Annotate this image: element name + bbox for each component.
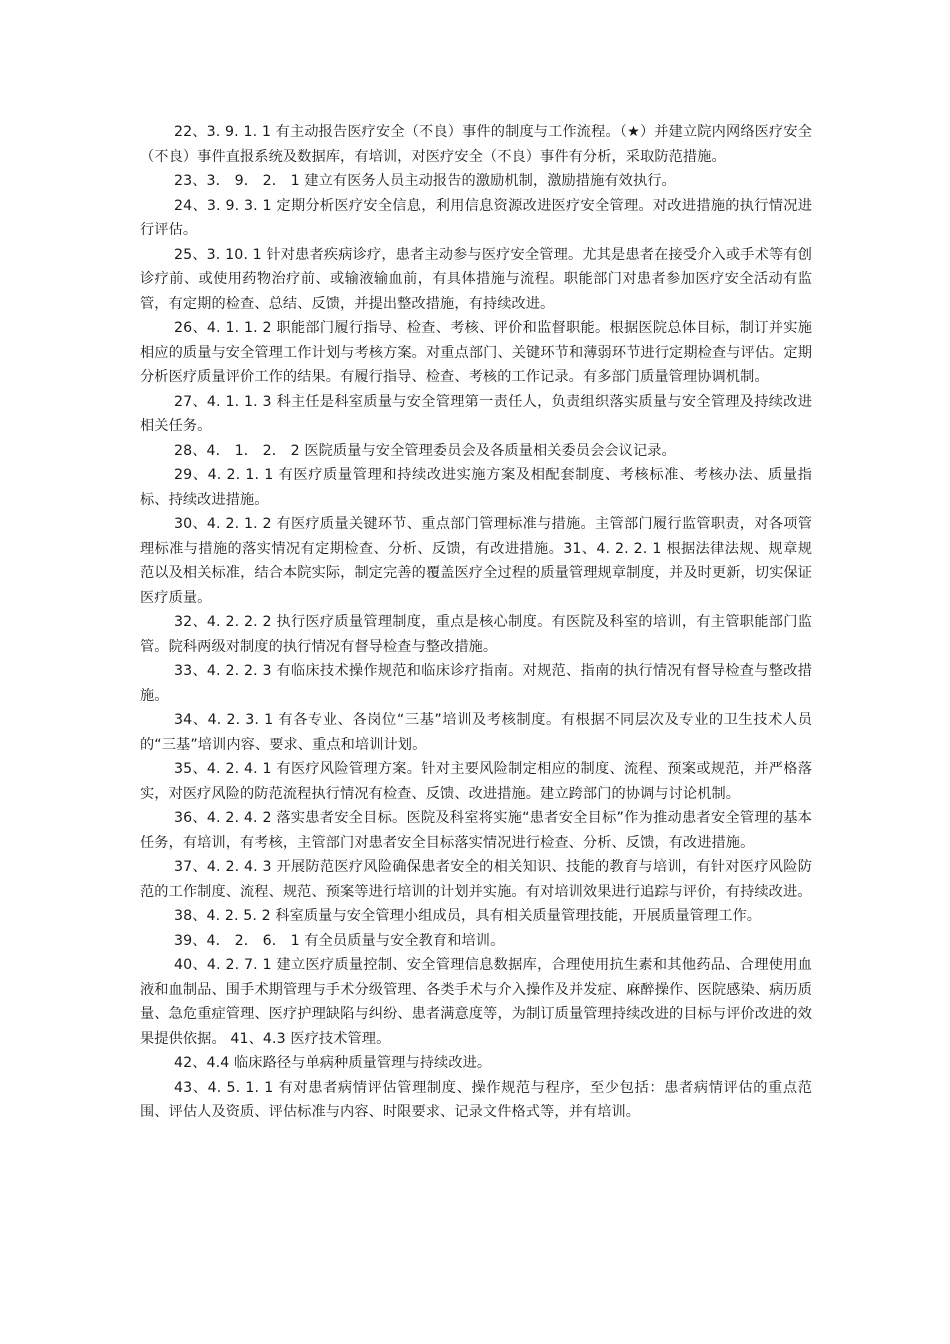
paragraph-item-27: 27、4. 1. 1. 3 科主任是科室质量与安全管理第一责任人，负责组织落实质量与安全管理及持续改进相关任务。	[140, 393, 812, 434]
paragraph-item-22: 22、3. 9. 1. 1 有主动报告医疗安全（不良）事件的制度与工作流程。（★）并建立院内网络医疗安全（不良）事件直报系统及数据库，有培训，对医疗安全（不良）事件有分析，采取防范措施。	[140, 124, 812, 165]
paragraph-item-26: 26、4. 1. 1. 2 职能部门履行指导、检查、考核、评价和监督职能。根据医院总体目标，制订并实施相应的质量与安全管理工作计划与考核方案。对重点部门、关键环节和薄弱环节进行定期检查与评估。定期分析医疗质量评价工作的结果。有履行指导、检查、考核的工作记录。有多部门质量管理协调机制。	[140, 320, 812, 385]
paragraph-item-25: 25、3. 10. 1 针对患者疾病诊疗，患者主动参与医疗安全管理。尤其是患者在接受介入或手术等有创诊疗前、或使用药物治疗前、或输液输血前，有具体措施与流程。职能部门对患者参加医疗安全活动有监管，有定期的检查、总结、反馈，并提出整改措施，有持续改进。	[140, 246, 812, 312]
paragraph-item-38: 38、4. 2. 5. 2 科室质量与安全管理小组成员，具有相关质量管理技能，开展质量管理工作。	[174, 908, 762, 924]
paragraph-item-36: 36、4. 2. 4. 2 落实患者安全目标。医院及科室将实施“患者安全目标”作为推动患者安全管理的基本任务，有培训，有考核，主管部门对患者安全目标落实情况进行检查、分析、反馈，有改进措施。	[140, 810, 812, 851]
paragraph-item-28: 28、4． 1． 2． 2 医院质量与安全管理委员会及各质量相关委员会会议记录。	[174, 442, 676, 459]
paragraph-item-34: 34、4. 2. 3. 1 有各专业、各岗位“三基”培训及考核制度。有根据不同层次及专业的卫生技术人员的“三基”培训内容、要求、重点和培训计划。	[140, 712, 812, 753]
document-body	[140, 120, 812, 1125]
paragraph-item-23: 23、3． 9． 2． 1 建立有医务人员主动报告的激励机制，激励措施有效执行。	[174, 173, 676, 189]
paragraph-item-43: 43、4. 5. 1. 1 有对患者病情评估管理制度、操作规范与程序，至少包括：患者病情评估的重点范围、评估人及资质、评估标准与内容、时限要求、记录文件格式等，并有培训。	[140, 1079, 812, 1120]
paragraph-item-39: 39、4． 2． 6． 1 有全员质量与安全教育和培训。	[174, 932, 505, 949]
paragraph-item-33: 33、4. 2. 2. 3 有临床技术操作规范和临床诊疗指南。对规范、指南的执行情况有督导检查与整改措施。	[140, 663, 812, 704]
paragraph-item-42: 42、4.4 临床路径与单病种质量管理与持续改进。	[174, 1055, 492, 1071]
paragraph-item-30-31: 30、4. 2. 1. 2 有医疗质量关键环节、重点部门管理标准与措施。主管部门履行监管职责，对各项管理标准与措施的落实情况有定期检查、分析、反馈，有改进措施。31、4. 2. 2. 1 根据法律法规、规章规范以及相关标准，结合本院实际，制定完善的覆盖医疗全过程的质量管理规章制度，并及时更新，切实保证医疗质量。	[140, 516, 812, 606]
paragraph-item-35: 35、4. 2. 4. 1 有医疗风险管理方案。针对主要风险制定相应的制度、流程、预案或规范，并严格落实，对医疗风险的防范流程执行情况有检查、反馈、改进措施。建立跨部门的协调与讨论机制。	[140, 761, 812, 802]
paragraph-item-37: 37、4. 2. 4. 3 开展防范医疗风险确保患者安全的相关知识、技能的教育与培训，有针对医疗风险防范的工作制度、流程、规范、预案等进行培训的计划并实施。有对培训效果进行追踪与评价，有持续改进。	[140, 859, 812, 900]
paragraph-item-24: 24、3. 9. 3. 1 定期分析医疗安全信息，利用信息资源改进医疗安全管理。对改进措施的执行情况进行评估。	[140, 197, 812, 238]
paragraph-item-29: 29、4. 2. 1. 1 有医疗质量管理和持续改进实施方案及相配套制度、考核标准、考核办法、质量指标、持续改进措施。	[140, 467, 812, 508]
paragraph-item-40-41: 40、4. 2. 7. 1 建立医疗质量控制、安全管理信息数据库，合理使用抗生素和其他药品、合理使用血液和血制品、围手术期管理与手术分级管理、各类手术与介入操作及并发症、麻醉操作、医院感染、病历质量、急危重症管理、医疗护理缺陷与纠纷、患者满意度等，为制订质量管理持续改进的目标与评价改进的效果提供依据。 41、4.3 医疗技术管理。	[140, 957, 812, 1047]
paragraph-item-32: 32、4. 2. 2. 2 执行医疗质量管理制度，重点是核心制度。有医院及科室的培训，有主管职能部门监管。院科两级对制度的执行情况有督导检查与整改措施。	[140, 614, 812, 655]
